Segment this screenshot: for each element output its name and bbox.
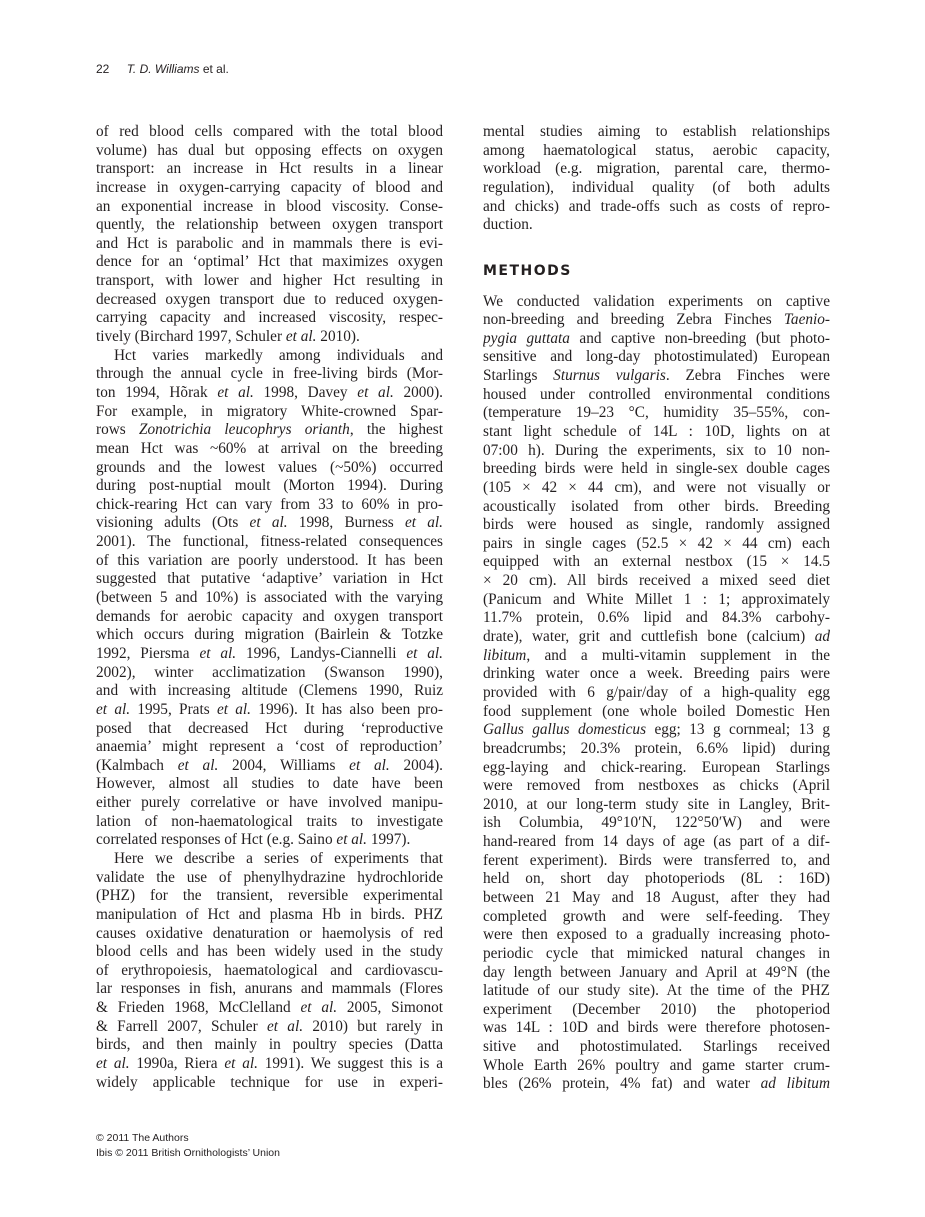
text-line <box>96 999 443 1018</box>
text-line <box>483 889 830 908</box>
text-segment: regulation), individual quality (of both adults <box>483 178 830 196</box>
text-line <box>96 291 443 310</box>
text-line <box>483 908 830 927</box>
text-segment: , the highest <box>349 421 443 439</box>
text-line <box>96 179 443 198</box>
left-column <box>96 123 443 1092</box>
text-line <box>483 442 830 461</box>
text-segment: (temperature 19–23 °C, humidity 35–55%, con- <box>483 404 830 422</box>
text-line <box>483 945 830 964</box>
italic-segment: Sturnus vulgaris <box>553 367 666 385</box>
text-line <box>483 216 830 235</box>
text-segment: (PHZ) for the transient, reversible experimental <box>96 887 443 905</box>
text-line <box>96 403 443 422</box>
text-line <box>483 665 830 684</box>
text-segment: between 21 May and 18 August, after they had <box>483 889 830 906</box>
text-segment: of erythropoiesis, haematological and cardiovascu- <box>96 961 443 979</box>
italic-segment: Zonotrichia leucophrys orianth <box>138 421 350 439</box>
text-segment: suggested that putative ‘adaptive’ variation in Hct <box>96 570 443 588</box>
text-segment: 2004). <box>389 756 443 774</box>
text-line <box>483 926 830 945</box>
text-line <box>96 216 443 235</box>
running-etal: et al. <box>199 62 229 76</box>
text-line <box>96 459 443 478</box>
italic-segment: et al. <box>249 514 288 532</box>
text-line <box>96 533 443 552</box>
page-number: 22 <box>96 62 110 76</box>
text-segment: day length between January and April at 49°N (the <box>483 963 830 981</box>
text-line <box>483 367 830 386</box>
footer-journal-copyright: Ibis © 2011 British Ornithologists’ Union <box>96 1147 280 1159</box>
text-segment: transport: an increase in Hct results in a linear <box>96 160 443 178</box>
text-segment: through the annual cycle in free-living birds (Mor- <box>96 365 443 383</box>
text-line <box>483 740 830 759</box>
text-segment: was 14L : 10D and birds were therefore photosen- <box>483 1019 830 1037</box>
italic-segment: et al. <box>199 644 237 662</box>
text-segment: provided with 6 g/pair/day of a high-quality egg <box>483 683 830 701</box>
text-segment: 2005, Simonot <box>337 999 443 1017</box>
text-line <box>96 272 443 291</box>
text-segment: visioning adults (Ots <box>96 514 250 532</box>
text-line <box>96 925 443 944</box>
text-line <box>96 813 443 832</box>
text-segment: & Farrell 2007, Schuler <box>96 1017 267 1035</box>
text-segment: quently, the relationship between oxygen transport <box>96 216 443 234</box>
text-line <box>483 777 830 796</box>
text-line <box>96 198 443 217</box>
running-authors: T. D. Williams <box>126 62 200 76</box>
text-segment: egg; 13 g cornmeal; 13 g <box>646 721 830 739</box>
text-line <box>483 423 830 442</box>
text-line <box>96 943 443 962</box>
text-line <box>96 645 443 664</box>
text-line <box>96 552 443 571</box>
running-header <box>96 62 229 76</box>
text-segment: equipped with an external nestbox (15 × 14.5 <box>483 553 830 571</box>
text-line <box>96 365 443 384</box>
text-line <box>483 852 830 871</box>
text-segment: food supplement (one whole boiled Domestic Hen <box>483 702 830 720</box>
text-segment: transport, with lower and higher Hct resulting in <box>96 272 443 290</box>
text-line <box>96 962 443 981</box>
text-line <box>483 142 830 161</box>
text-line <box>483 535 830 554</box>
text-segment: and chicks) and trade-offs such as costs of repro- <box>483 197 830 215</box>
text-segment: × 20 cm). All birds received a mixed seed diet <box>483 572 830 590</box>
text-line <box>483 964 830 983</box>
italic-segment: ad libitum <box>760 1075 830 1093</box>
text-segment: periodic cycle that mimicked natural changes in <box>483 944 830 962</box>
text-line <box>483 160 830 179</box>
text-segment: Here we describe a series of experiments that <box>114 849 443 867</box>
text-segment: 2001). The functional, fitness-related consequences <box>96 533 443 551</box>
text-segment: correlated responses of Hct (e.g. Saino <box>96 831 337 849</box>
text-segment: widely applicable technique for use in experi- <box>96 1073 443 1091</box>
text-line <box>96 1074 443 1093</box>
italic-segment: et al. <box>405 514 443 532</box>
text-segment: pairs in single cages (52.5 × 42 × 44 cm) each <box>483 534 830 552</box>
text-segment: held on, short day photoperiods (8L : 16D) <box>483 870 830 888</box>
text-segment: mean Hct was ~60% at arrival on the breeding <box>96 439 443 457</box>
text-line <box>483 1075 830 1094</box>
italic-segment: et al. <box>300 999 338 1017</box>
text-segment: of red blood cells compared with the total blood <box>96 123 443 140</box>
text-line <box>96 514 443 533</box>
text-segment: 2000). <box>393 383 443 401</box>
text-line <box>96 794 443 813</box>
text-line <box>483 684 830 703</box>
text-segment: 2002), winter acclimatization (Swanson 1990), <box>96 663 443 681</box>
text-segment: and Hct is parabolic and in mammals there is evi- <box>96 234 443 252</box>
copyright-footer <box>96 1131 280 1161</box>
text-line <box>483 311 830 330</box>
text-line <box>483 386 830 405</box>
text-segment: validate the use of phenylhydrazine hydrochloride <box>96 868 443 886</box>
text-line <box>96 589 443 608</box>
text-segment: 11.7% protein, 0.6% lipid and 84.3% carbohy- <box>483 609 830 627</box>
text-line <box>96 440 443 459</box>
text-segment: workload (e.g. migration, parental care, thermo- <box>483 160 830 178</box>
text-line <box>96 664 443 683</box>
text-line <box>96 328 443 347</box>
text-line <box>96 1055 443 1074</box>
intro-continuation-text <box>483 123 830 235</box>
text-line <box>96 682 443 701</box>
italic-segment: et al. <box>96 1055 130 1073</box>
text-segment: 1998, Davey <box>253 383 358 401</box>
text-line <box>96 142 443 161</box>
text-segment: (Kalmbach <box>96 756 178 774</box>
text-line <box>483 591 830 610</box>
text-line <box>96 570 443 589</box>
text-line <box>483 721 830 740</box>
text-segment: 1995, Prats <box>130 700 217 718</box>
text-segment: blood cells and has been widely used in the study <box>96 943 443 961</box>
text-line <box>483 479 830 498</box>
text-segment: lar responses in fish, anurans and mammals (Flores <box>96 980 443 998</box>
italic-segment: Gallus gallus domesticus <box>483 721 647 739</box>
italic-segment: ad <box>814 628 830 646</box>
text-segment: (Panicum and White Millet 1 : 1; approximately <box>483 590 830 608</box>
text-segment: 07:00 h). During the experiments, six to 10 non- <box>483 441 830 459</box>
left-body-text <box>96 123 443 1092</box>
text-segment: duction. <box>483 216 533 234</box>
text-segment: tively (Birchard 1997, Schuler <box>96 328 286 346</box>
italic-segment: pygia guttata <box>483 329 570 347</box>
text-segment: experiment (December 2010) the photoperiod <box>483 1000 830 1018</box>
text-line <box>96 496 443 515</box>
text-segment: . Zebra Finches were <box>665 367 830 385</box>
text-line <box>96 775 443 794</box>
text-segment: sensitive and long-day photostimulated) European <box>483 348 830 366</box>
text-segment: (between 5 and 10%) is associated with the varying <box>96 589 443 607</box>
italic-segment: et al. <box>216 700 252 718</box>
text-segment: 2010, at our long-term study site in Langley, Brit- <box>483 795 830 813</box>
text-line <box>483 796 830 815</box>
text-segment: increase in oxygen-carrying capacity of blood and <box>96 178 443 196</box>
italic-segment: Taenio- <box>783 311 830 329</box>
italic-segment: et al. <box>96 700 131 718</box>
text-segment: 1996). It has also been pro- <box>251 700 443 718</box>
text-segment: Starlings <box>483 367 554 385</box>
text-segment: acoustically isolated from other birds. Breeding <box>483 497 830 515</box>
text-segment: drate), water, grit and cuttlefish bone (calcium) <box>483 628 815 646</box>
text-line <box>483 330 830 349</box>
text-segment: & Frieden 1968, McClelland <box>96 999 301 1017</box>
text-segment: hand-reared from 14 days of age (as part of a dif- <box>483 833 830 851</box>
text-segment: We conducted validation experiments on captive <box>483 292 830 310</box>
text-line <box>96 701 443 720</box>
text-line <box>483 516 830 535</box>
text-line <box>483 628 830 647</box>
text-segment: completed growth and were self-feeding. They <box>483 907 830 925</box>
text-segment: Hct varies markedly among individuals and <box>114 346 443 364</box>
text-line <box>96 906 443 925</box>
text-segment: sitive and photostimulated. Starlings received <box>483 1038 830 1056</box>
text-segment: non-breeding and breeding Zebra Finches <box>483 311 784 329</box>
text-line <box>96 831 443 850</box>
text-line <box>96 160 443 179</box>
italic-segment: et al. <box>217 383 254 401</box>
text-segment: decreased oxygen transport due to reduced oxygen- <box>96 290 443 308</box>
text-segment: posed that decreased Hct during ‘reproductive <box>96 719 443 737</box>
text-segment: and with increasing altitude (Clemens 1990, Ruiz <box>96 682 443 700</box>
text-segment: were removed from nestboxes as chicks (April <box>483 777 830 795</box>
text-line <box>483 833 830 852</box>
italic-segment: et al. <box>406 644 443 662</box>
text-line <box>483 1019 830 1038</box>
text-line <box>96 850 443 869</box>
text-segment: rows <box>96 421 139 439</box>
text-segment: birds were housed as single, randomly assigned <box>483 516 830 534</box>
text-segment: 1997). <box>367 831 411 849</box>
text-segment: dence for an ‘optimal’ Hct that maximizes oxygen <box>96 253 443 271</box>
text-segment: latitude of our study site). At the time of the PHZ <box>483 982 830 1000</box>
text-segment: 1998, Burness <box>287 514 405 532</box>
text-segment: mental studies aiming to establish relationships <box>483 123 830 140</box>
text-segment: Whole Earth 26% poultry and game starter crum- <box>483 1056 830 1074</box>
text-segment: ferent experiment). Birds were transferred to, and <box>483 851 830 869</box>
text-segment: ton 1994, Hõrak <box>96 383 218 401</box>
text-line <box>483 759 830 778</box>
text-segment: breadcrumbs; 20.3% protein, 6.6% lipid) during <box>483 739 830 757</box>
text-segment: ish Columbia, 49°10′N, 122°50′W) and were <box>483 814 830 832</box>
text-line <box>96 757 443 776</box>
text-line <box>483 703 830 722</box>
text-line <box>96 477 443 496</box>
text-line <box>96 384 443 403</box>
text-line <box>96 1036 443 1055</box>
text-segment: 1990a, Riera <box>129 1055 225 1073</box>
italic-segment: et al. <box>285 328 317 346</box>
text-line <box>96 608 443 627</box>
text-segment: , and a multi-vitamin supplement in the <box>526 646 830 664</box>
text-line <box>96 887 443 906</box>
italic-segment: et al. <box>336 831 368 849</box>
italic-segment: libitum <box>483 646 527 664</box>
text-line <box>96 235 443 254</box>
text-segment: 1992, Piersma <box>96 644 200 662</box>
methods-body-text <box>483 293 830 1095</box>
text-segment: either purely correlative or have involved manipu- <box>96 794 443 812</box>
text-line <box>96 1018 443 1037</box>
text-segment: volume) has dual but opposing effects on oxygen <box>96 141 443 159</box>
text-line <box>483 870 830 889</box>
italic-segment: et al. <box>357 383 394 401</box>
text-line <box>483 179 830 198</box>
text-line <box>96 980 443 999</box>
italic-segment: et al. <box>266 1017 304 1035</box>
text-segment: lation of non-haematological traits to investigate <box>96 812 443 830</box>
text-segment: were then exposed to a gradually increasing photo- <box>483 926 830 944</box>
text-segment: drinking water once a week. Breeding pairs were <box>483 665 830 683</box>
italic-segment: et al. <box>349 756 390 774</box>
text-segment: egg-laying and chick-rearing. European Starlings <box>483 758 830 776</box>
text-segment: (105 × 42 × 44 cm), and were not visually or <box>483 478 830 496</box>
text-segment: breeding birds were held in single-sex double cages <box>483 460 830 478</box>
text-line <box>96 626 443 645</box>
italic-segment: et al. <box>224 1055 258 1073</box>
text-segment: stant light schedule of 14L : 10D, lights on at <box>483 422 830 440</box>
text-line <box>96 309 443 328</box>
text-segment: causes oxidative denaturation or haemolysis of red <box>96 924 443 942</box>
text-segment: bles (26% protein, 4% fat) and water <box>483 1075 761 1093</box>
text-segment: among haematological status, aerobic capacity, <box>483 141 830 159</box>
section-heading-methods: METHODS <box>483 262 572 279</box>
text-segment: 1996, Landys-Ciannelli <box>236 644 407 662</box>
text-line <box>96 347 443 366</box>
text-line <box>483 647 830 666</box>
text-line <box>483 1001 830 1020</box>
text-segment: manipulation of Hct and plasma Hb in birds. PHZ <box>96 905 443 923</box>
text-line <box>483 198 830 217</box>
text-segment: birds, and then mainly in poultry species (Datta <box>96 1036 443 1054</box>
text-line <box>483 293 830 312</box>
text-segment: grounds and the lowest values (~50%) occurred <box>96 458 443 476</box>
text-segment: carrying capacity and increased viscosity, respec- <box>96 309 443 327</box>
text-line <box>483 404 830 423</box>
text-line <box>96 421 443 440</box>
text-segment: 2010) but rarely in <box>303 1017 443 1035</box>
text-segment: housed under controlled environmental conditions <box>483 385 830 403</box>
text-line <box>96 253 443 272</box>
text-line <box>483 572 830 591</box>
text-segment: chick-rearing Hct can vary from 33 to 60% in pro- <box>96 495 443 513</box>
text-segment: an exponential increase in blood viscosity. Conse- <box>96 197 443 215</box>
text-line <box>483 498 830 517</box>
text-segment: anaemia’ might represent a ‘cost of reproduction’ <box>96 738 443 756</box>
text-line <box>483 609 830 628</box>
text-segment: However, almost all studies to date have been <box>96 775 443 793</box>
right-column <box>483 123 830 1094</box>
text-line <box>96 720 443 739</box>
text-segment: 2004, Williams <box>218 756 350 774</box>
text-line <box>483 553 830 572</box>
text-segment: 2010). <box>316 328 360 346</box>
text-line <box>483 460 830 479</box>
italic-segment: et al. <box>177 756 219 774</box>
text-line <box>483 814 830 833</box>
text-line <box>96 123 443 142</box>
text-segment: during post-nuptial moult (Morton 1994). During <box>96 477 443 495</box>
footer-authors-copyright: © 2011 The Authors <box>96 1132 189 1144</box>
text-line <box>96 738 443 757</box>
text-segment: which occurs during migration (Bairlein & Totzke <box>96 626 443 644</box>
text-line <box>483 1038 830 1057</box>
text-line <box>483 348 830 367</box>
text-segment: For example, in migratory White-crowned Spar- <box>96 402 443 420</box>
text-segment: of this variation are poorly understood. It has been <box>96 551 443 569</box>
text-line <box>483 1057 830 1076</box>
text-line <box>96 869 443 888</box>
text-line <box>483 123 830 142</box>
text-segment: demands for aerobic capacity and oxygen transport <box>96 607 443 625</box>
text-segment: 1991). We suggest this is a <box>257 1055 443 1073</box>
text-line <box>483 982 830 1001</box>
text-segment: and captive non-breeding (but photo- <box>569 329 830 347</box>
